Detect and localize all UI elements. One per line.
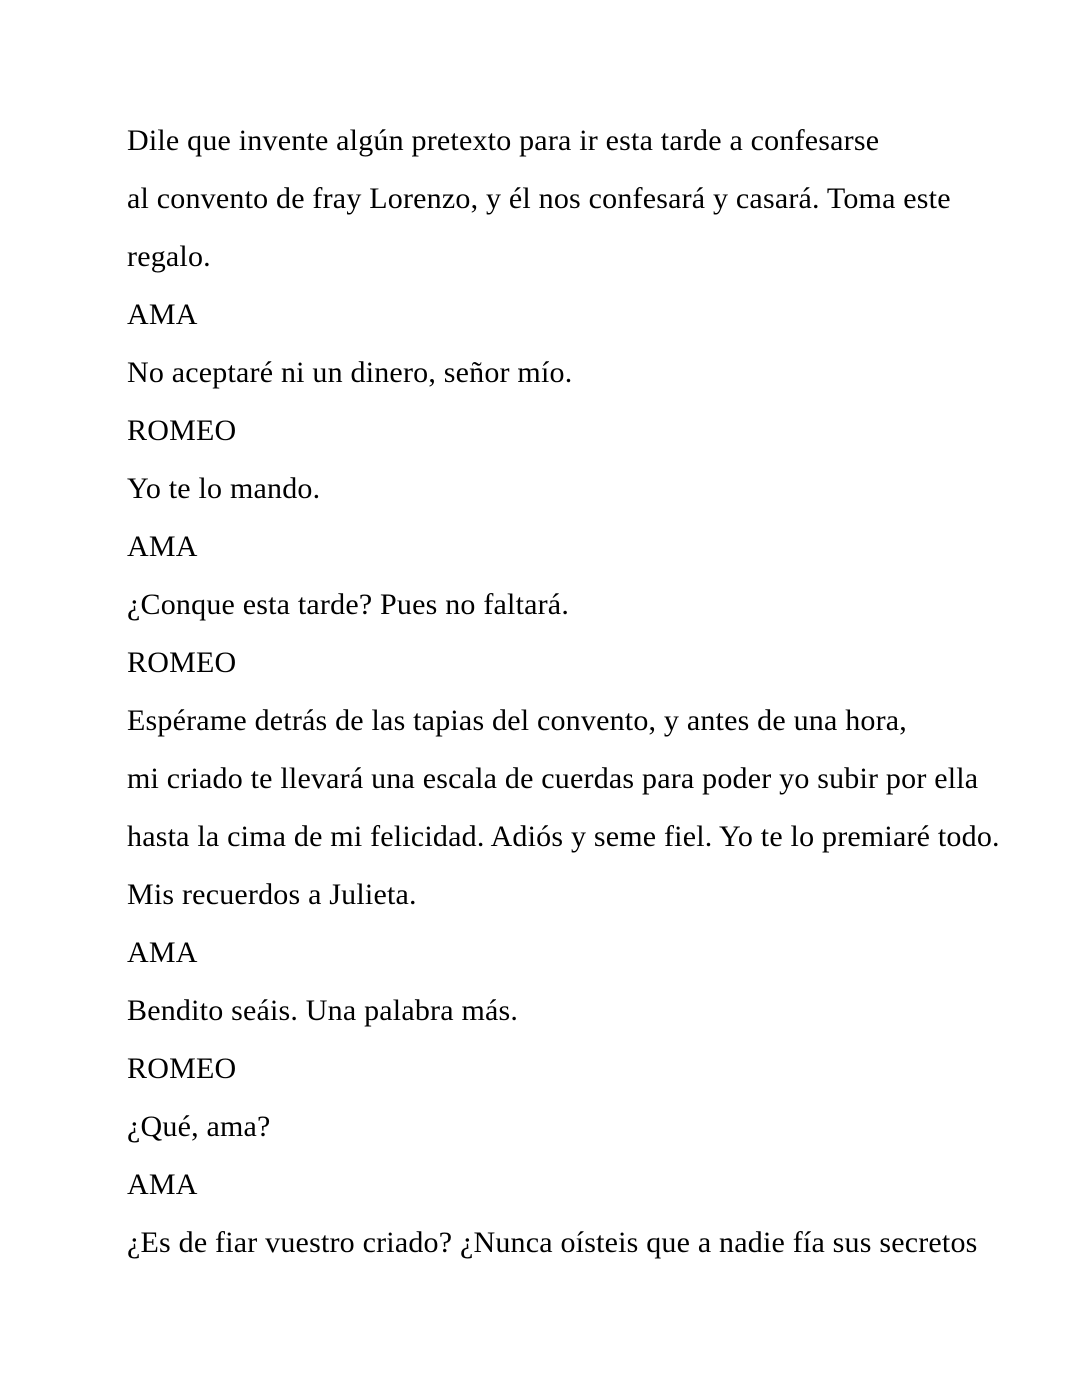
text-line: Espérame detrás de las tapias del convento, y antes de una hora, bbox=[127, 704, 908, 737]
text-line: No aceptaré ni un dinero, señor mío. bbox=[127, 356, 573, 389]
text-line: regalo. bbox=[127, 240, 211, 273]
speaker-name: AMA bbox=[127, 1168, 198, 1201]
speaker-name: ROMEO bbox=[127, 414, 237, 447]
speaker-name: AMA bbox=[127, 530, 198, 563]
text-line: ¿Qué, ama? bbox=[127, 1110, 271, 1143]
text-line: hasta la cima de mi felicidad. Adiós y seme fiel. Yo te lo premiaré todo. bbox=[127, 820, 1000, 853]
text-line: ¿Conque esta tarde? Pues no faltará. bbox=[127, 588, 570, 621]
text-line: Mis recuerdos a Julieta. bbox=[127, 878, 417, 911]
text-line: ¿Es de fiar vuestro criado? ¿Nunca oísteis que a nadie fía sus secretos bbox=[127, 1226, 978, 1259]
speaker-name: AMA bbox=[127, 936, 198, 969]
text-line: mi criado te llevará una escala de cuerdas para poder yo subir por ella bbox=[127, 762, 979, 795]
speaker-name: ROMEO bbox=[127, 1052, 237, 1085]
text-line: al convento de fray Lorenzo, y él nos confesará y casará. Toma este bbox=[127, 182, 951, 215]
page-text-block bbox=[127, 112, 1000, 1272]
speaker-name: AMA bbox=[127, 298, 198, 331]
text-line: Yo te lo mando. bbox=[127, 472, 321, 505]
text-line: Bendito seáis. Una palabra más. bbox=[127, 994, 519, 1027]
speaker-name: ROMEO bbox=[127, 646, 237, 679]
text-line: Dile que invente algún pretexto para ir esta tarde a confesarse bbox=[127, 124, 880, 157]
